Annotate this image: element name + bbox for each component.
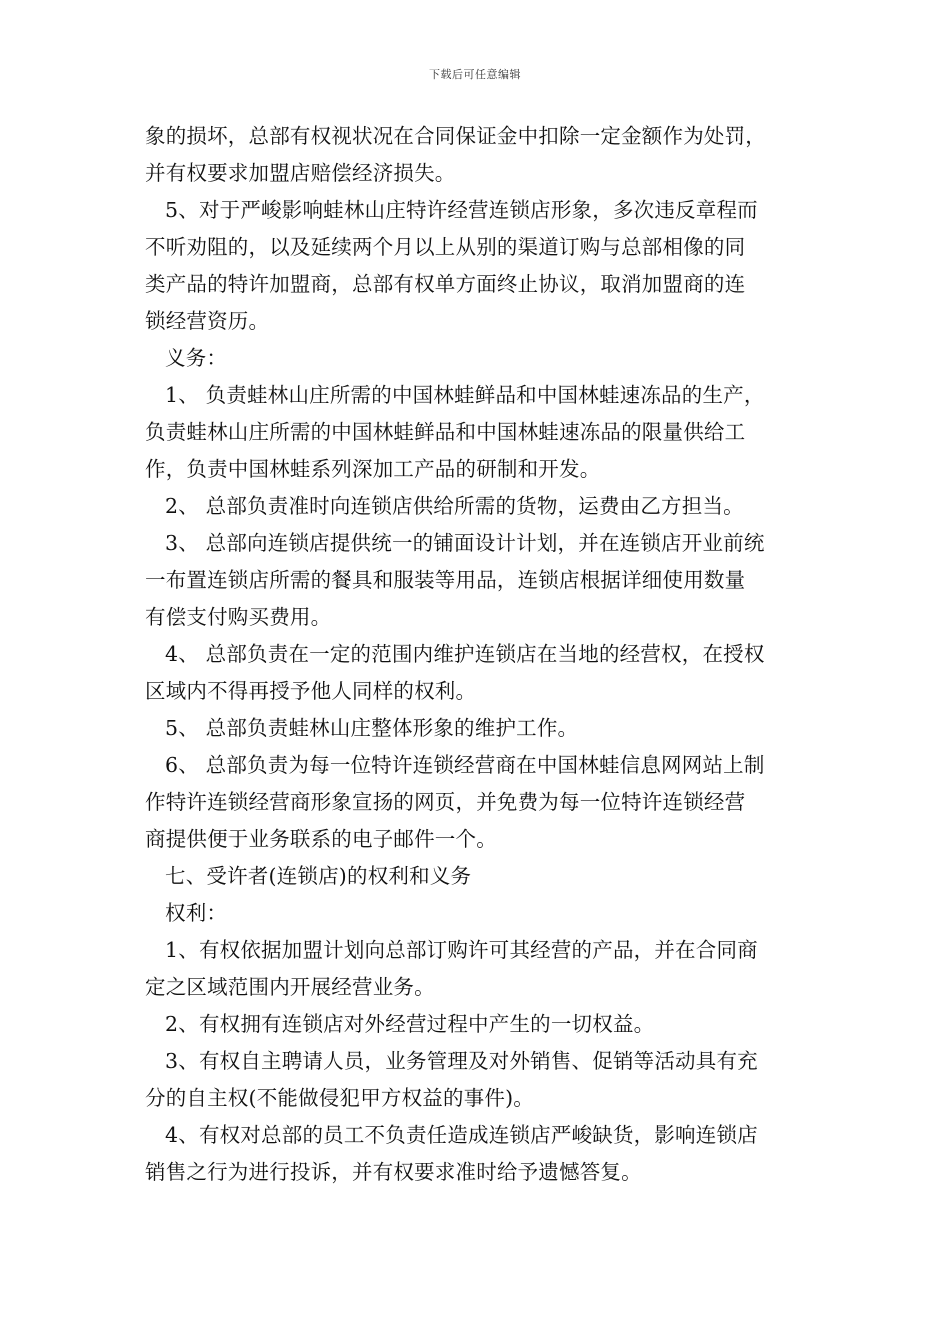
text-line: 作，负责中国林蛙系列深加工产品的研制和开发。 — [145, 457, 601, 481]
text-line: 4、有权对总部的员工不负责任造成连锁店严峻缺货，影响连锁店 — [165, 1123, 758, 1147]
text-line: 2、 总部负责准时向连锁店供给所需的货物，运费由乙方担当。 — [165, 494, 744, 518]
document-body — [145, 118, 813, 1191]
text-line: 3、 总部向连锁店提供统一的铺面设计计划，并在连锁店开业前统 — [165, 531, 765, 555]
text-line: 4、 总部负责在一定的范围内维护连锁店在当地的经营权，在授权 — [165, 642, 765, 666]
text-line: 负责蛙林山庄所需的中国林蛙鲜品和中国林蛙速冻品的限量供给工 — [145, 420, 746, 444]
section-heading: 义务： — [165, 346, 228, 370]
text-line: 3、有权自主聘请人员，业务管理及对外销售、促销等活动具有充 — [165, 1049, 758, 1073]
text-line: 并有权要求加盟店赔偿经济损失。 — [145, 161, 456, 185]
page-header-note: 下载后可任意编辑 — [429, 68, 521, 81]
text-line: 象的损坏，总部有权视状况在合同保证金中扣除一定金额作为处罚， — [145, 124, 766, 148]
section-heading: 七、受许者(连锁店)的权利和义务 — [165, 864, 472, 888]
text-line: 锁经营资历。 — [145, 309, 270, 333]
text-line: 一布置连锁店所需的餐具和服装等用品，连锁店根据详细使用数量 — [145, 568, 746, 592]
text-line: 1、 负责蛙林山庄所需的中国林蛙鲜品和中国林蛙速冻品的生产， — [165, 383, 765, 407]
text-line: 分的自主权(不能做侵犯甲方权益的事件)。 — [145, 1086, 534, 1110]
text-line: 6、 总部负责为每一位特许连锁经营商在中国林蛙信息网网站上制 — [165, 753, 765, 777]
text-line: 定之区域范围内开展经营业务。 — [145, 975, 435, 999]
section-heading: 权利： — [165, 901, 228, 925]
text-line: 作特许连锁经营商形象宣扬的网页，并免费为每一位特许连锁经营 — [145, 790, 746, 814]
text-line: 1、有权依据加盟计划向总部订购许可其经营的产品，并在合同商 — [165, 938, 758, 962]
text-line: 5、对于严峻影响蛙林山庄特许经营连锁店形象，多次违反章程而 — [165, 198, 758, 222]
text-line: 2、有权拥有连锁店对外经营过程中产生的一切权益。 — [165, 1012, 655, 1036]
text-line: 有偿支付购买费用。 — [145, 605, 332, 629]
text-line: 不听劝阻的，以及延续两个月以上从别的渠道订购与总部相像的同 — [145, 235, 746, 259]
text-line: 5、 总部负责蛙林山庄整体形象的维护工作。 — [165, 716, 579, 740]
text-line: 销售之行为进行投诉，并有权要求准时给予遗憾答复。 — [145, 1160, 642, 1184]
text-line: 区域内不得再授予他人同样的权利。 — [145, 679, 477, 703]
text-line: 类产品的特许加盟商，总部有权单方面终止协议，取消加盟商的连 — [145, 272, 746, 296]
text-line: 商提供便于业务联系的电子邮件一个。 — [145, 827, 497, 851]
